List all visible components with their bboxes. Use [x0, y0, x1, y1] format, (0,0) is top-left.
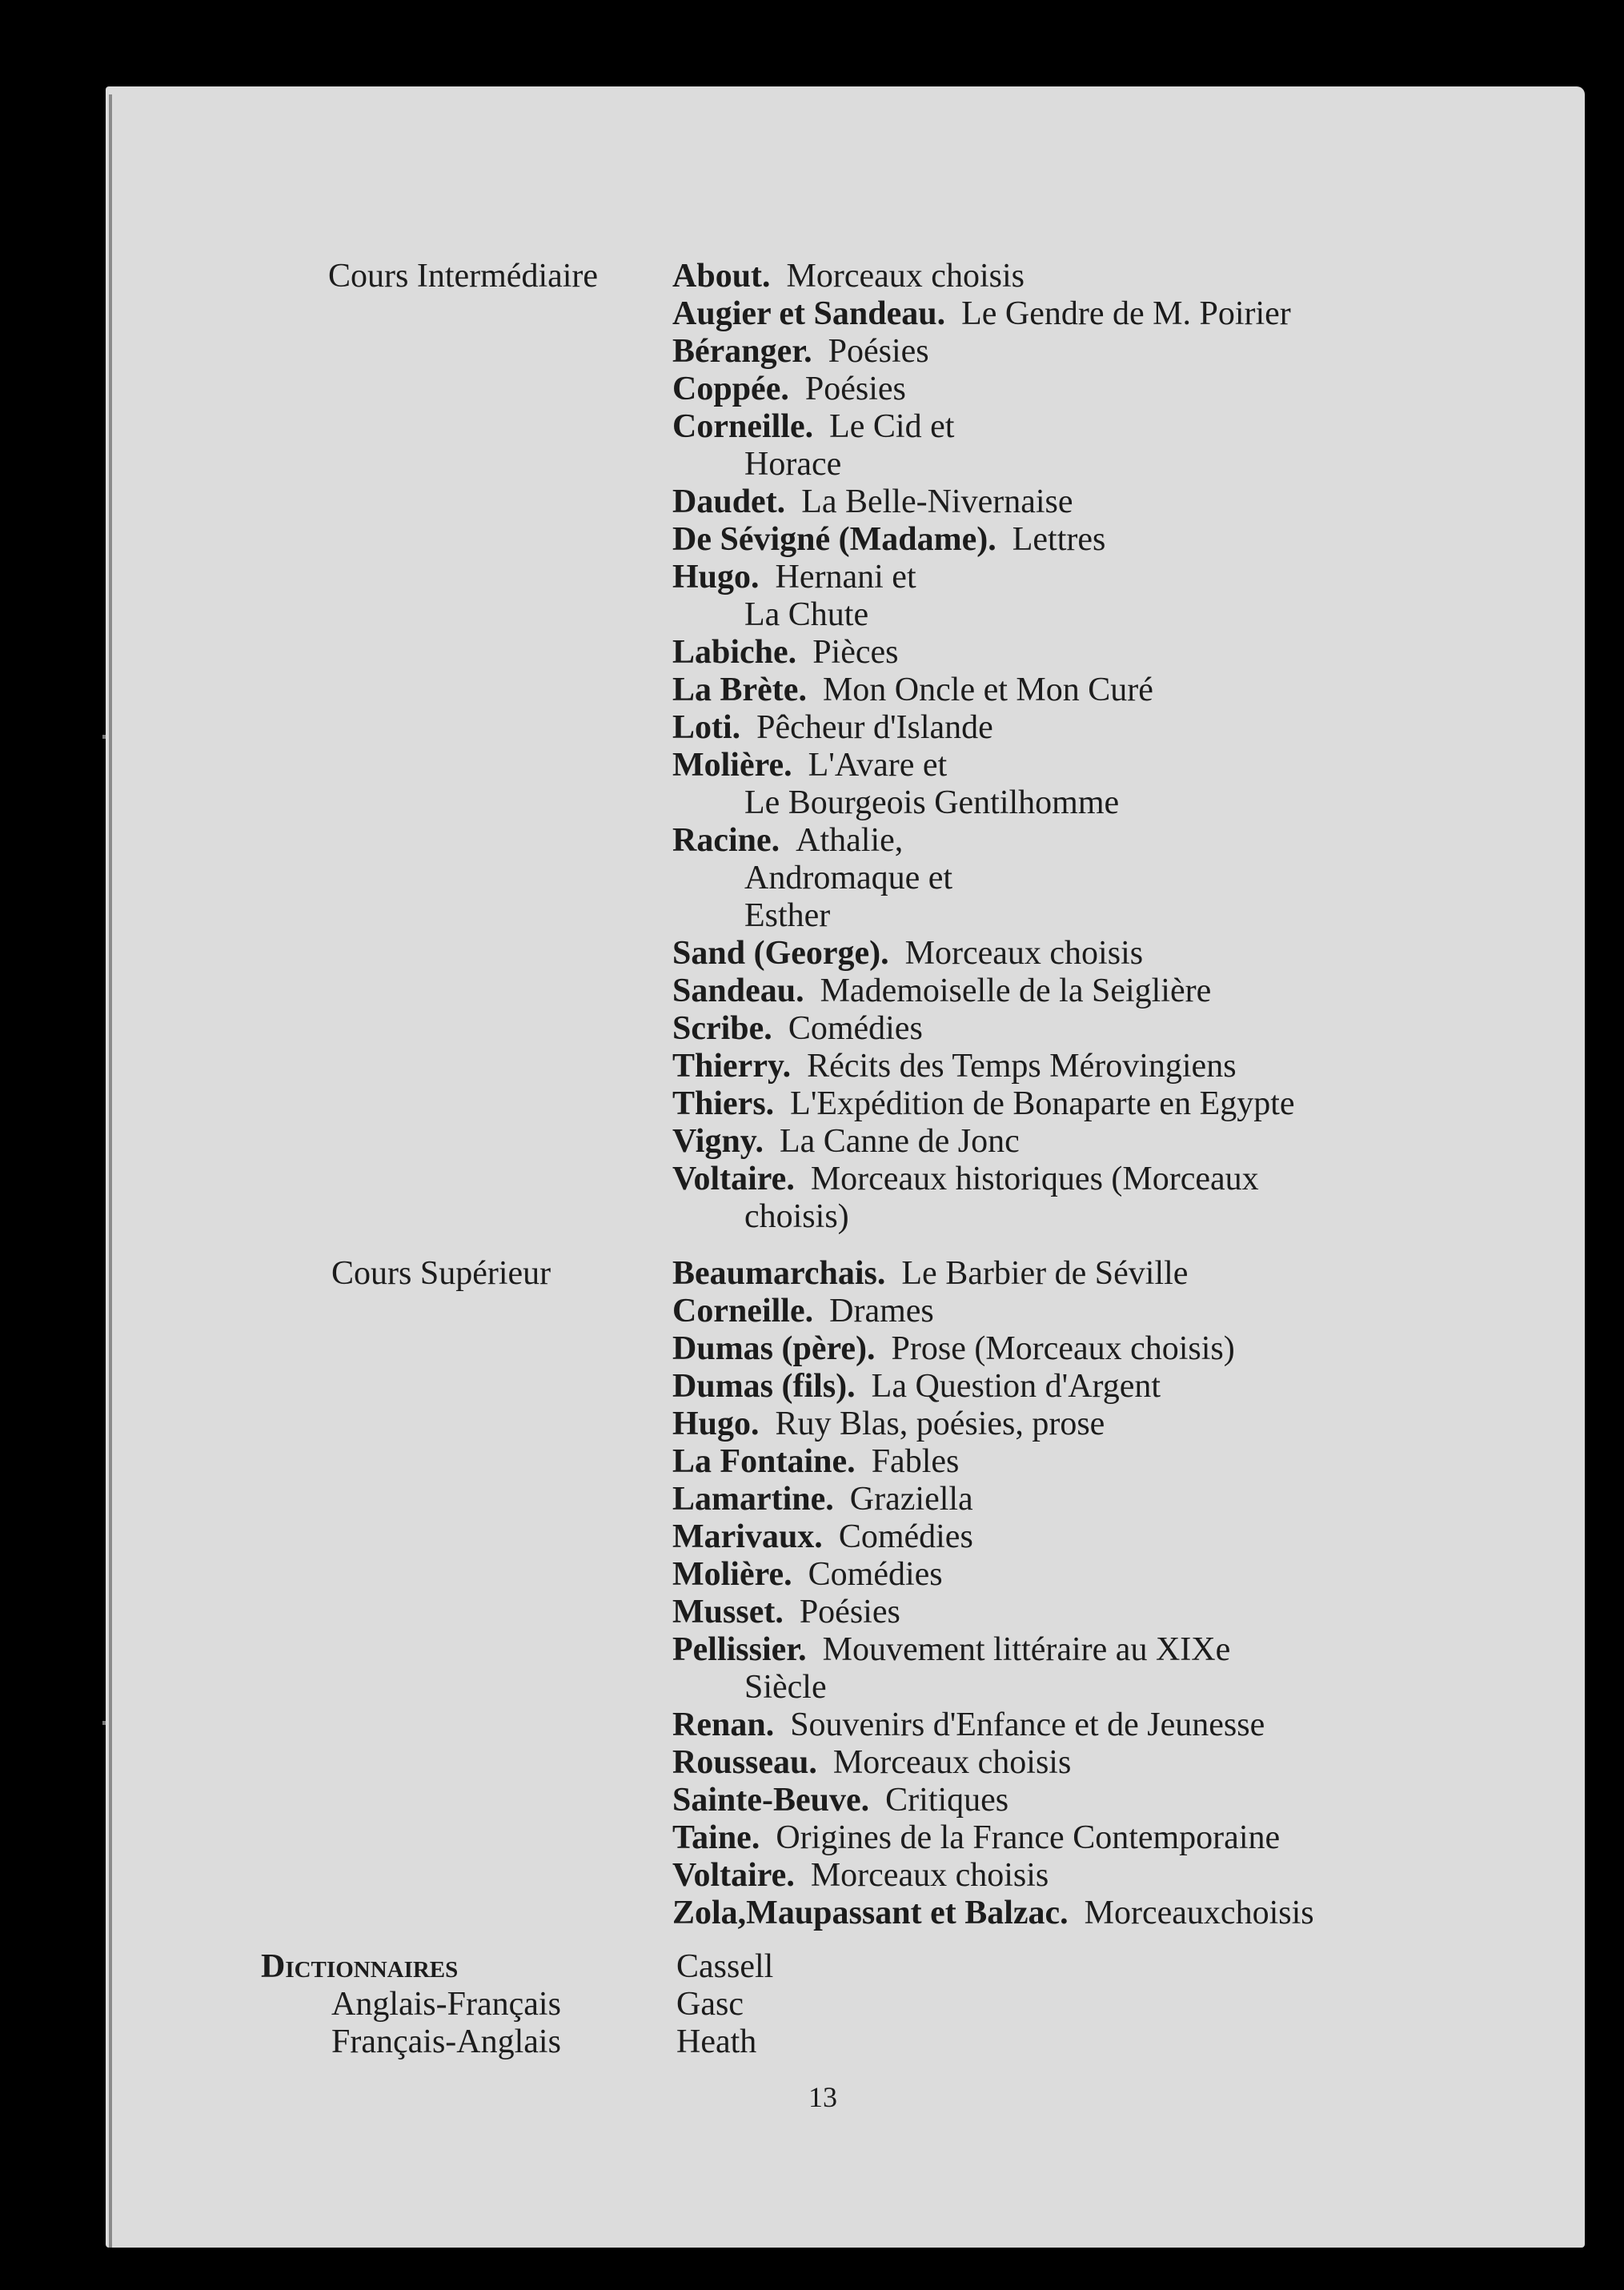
author-name: Zola,Maupassant et Balzac.: [672, 1895, 1069, 1931]
dictionary-value: Cassell: [676, 1948, 774, 1985]
title-text: Comédies: [808, 1556, 943, 1593]
title-text: Prose (Morceaux choisis): [891, 1330, 1235, 1367]
author-name: Molière.: [672, 747, 792, 784]
author-name: Rousseau.: [672, 1744, 817, 1781]
title-text: Le Bourgeois Gentilhomme: [744, 784, 1120, 821]
title-text: Morceaux historiques (Morceaux: [810, 1161, 1259, 1197]
author-name: Hugo.: [672, 1406, 760, 1442]
author-name: Marivaux.: [672, 1518, 823, 1555]
book-entry: [672, 709, 1295, 747]
book-entry: [672, 672, 1295, 709]
book-entry: [672, 1819, 1314, 1857]
book-entry: [672, 935, 1295, 973]
title-text: Esther: [744, 897, 831, 934]
title-text: Hernani et: [775, 559, 916, 596]
book-entry: [672, 1706, 1314, 1744]
author-name: Daudet.: [672, 483, 786, 520]
title-text: Athalie,: [796, 822, 904, 859]
author-name: About.: [672, 258, 771, 295]
author-name: Racine.: [672, 822, 780, 859]
book-entry: [672, 1368, 1314, 1406]
book-entry: [672, 1443, 1314, 1481]
book-entry: [672, 371, 1295, 408]
book-list-superieur: [672, 1255, 1314, 1932]
title-text: Pièces: [812, 634, 899, 671]
title-text: Comédies: [788, 1010, 923, 1047]
book-entry: [672, 822, 1295, 935]
title-text: choisis): [744, 1198, 849, 1235]
author-name: Musset.: [672, 1594, 784, 1630]
book-entry: [672, 1048, 1295, 1085]
title-text: Morceaux choisis: [904, 935, 1144, 972]
author-name: Hugo.: [672, 559, 760, 596]
book-entry: [672, 559, 1295, 634]
author-name: Sand (George).: [672, 935, 889, 972]
book-entry: [672, 1744, 1314, 1782]
title-text: Le Cid et: [829, 408, 955, 445]
title-text: Mademoiselle de la Seiglière: [820, 973, 1212, 1009]
title-text: Siècle: [744, 1669, 827, 1706]
title-text: Andromaque et: [744, 860, 953, 896]
title-text: Drames: [829, 1293, 934, 1329]
book-entry: [672, 1556, 1314, 1594]
author-name: Béranger.: [672, 333, 812, 370]
title-text: Souvenirs d'Enfance et de Jeunesse: [790, 1706, 1265, 1743]
author-name: Sandeau.: [672, 973, 804, 1009]
section-heading-intermediaire: Cours Intermédiaire: [328, 258, 599, 295]
book-entry: [672, 1782, 1314, 1819]
title-text: Le Barbier de Séville: [901, 1255, 1189, 1292]
author-name: Thierry.: [672, 1048, 792, 1085]
title-text: Le Gendre de M. Poirier: [961, 295, 1291, 332]
dictionary-label: Anglais-Français: [331, 1986, 561, 2023]
author-name: Pellissier.: [672, 1631, 807, 1668]
book-entry: [672, 295, 1295, 333]
author-name: De Sévigné (Madame).: [672, 521, 996, 558]
author-name: Sainte-Beuve.: [672, 1782, 870, 1819]
title-text: Poésies: [799, 1594, 900, 1630]
title-text: Pêcheur d'Islande: [756, 709, 993, 746]
title-text: Comédies: [838, 1518, 973, 1555]
title-text: Mon Oncle et Mon Curé: [822, 672, 1153, 708]
book-entry: [672, 1330, 1314, 1368]
book-entry: [672, 1406, 1314, 1443]
title-text: Ruy Blas, poésies, prose: [775, 1406, 1105, 1442]
book-entry: [672, 1085, 1295, 1123]
book-entry: [672, 634, 1295, 672]
author-name: Thiers.: [672, 1085, 775, 1122]
author-name: Dumas (père).: [672, 1330, 876, 1367]
book-entry: [672, 1161, 1295, 1236]
book-entry: [672, 1857, 1314, 1895]
dictionaries-heading: Dictionnaires: [261, 1948, 459, 1985]
author-name: Renan.: [672, 1706, 775, 1743]
title-text: L'Expédition de Bonaparte en Egypte: [790, 1085, 1295, 1122]
book-entry: [672, 1255, 1314, 1293]
author-name: La Brète.: [672, 672, 807, 708]
scan-speck: [102, 1721, 106, 1725]
author-name: Coppée.: [672, 371, 789, 407]
title-text: Mouvement littéraire au XIXe: [822, 1631, 1231, 1668]
book-entry: [672, 1293, 1314, 1330]
book-entry: [672, 1123, 1295, 1161]
author-name: Augier et Sandeau.: [672, 295, 946, 332]
author-name: Dumas (fils).: [672, 1368, 856, 1405]
author-name: Corneille.: [672, 408, 814, 445]
book-entry: [672, 483, 1295, 521]
scan-speck: [102, 735, 106, 739]
author-name: La Fontaine.: [672, 1443, 856, 1480]
author-name: Beaumarchais.: [672, 1255, 886, 1292]
title-text: Critiques: [885, 1782, 1009, 1819]
author-name: Voltaire.: [672, 1161, 795, 1197]
title-text: L'Avare et: [808, 747, 948, 784]
book-list-intermediaire: [672, 258, 1295, 1236]
book-entry: [672, 521, 1295, 559]
title-text: La Canne de Jonc: [779, 1123, 1020, 1160]
dictionary-value: Gasc: [676, 1986, 744, 2023]
author-name: Labiche.: [672, 634, 797, 671]
binding-edge: [109, 94, 112, 2248]
title-text: Morceaux choisis: [832, 1744, 1072, 1781]
title-text: Poésies: [828, 333, 929, 370]
title-text: Morceauxchoisis: [1084, 1895, 1314, 1931]
title-text: La Question d'Argent: [871, 1368, 1161, 1405]
dictionary-value: Heath: [676, 2023, 757, 2060]
book-entry: [672, 1895, 1314, 1932]
title-text: Origines de la France Contemporaine: [776, 1819, 1281, 1856]
title-text: La Chute: [744, 596, 869, 633]
book-entry: [672, 333, 1295, 371]
author-name: Loti.: [672, 709, 741, 746]
title-text: Poésies: [804, 371, 906, 407]
author-name: Vigny.: [672, 1123, 764, 1160]
title-text: Graziella: [849, 1481, 973, 1518]
author-name: Voltaire.: [672, 1857, 795, 1894]
section-heading-superieur: Cours Supérieur: [331, 1255, 551, 1292]
author-name: Corneille.: [672, 1293, 814, 1329]
author-name: Lamartine.: [672, 1481, 834, 1518]
book-entry: [672, 1594, 1314, 1631]
book-entry: [672, 1481, 1314, 1518]
title-text: La Belle-Nivernaise: [801, 483, 1073, 520]
book-entry: [672, 1631, 1314, 1706]
title-text: Horace: [744, 446, 842, 483]
dictionary-label: Français-Anglais: [331, 2023, 561, 2060]
title-text: Morceaux choisis: [786, 258, 1025, 295]
title-text: Fables: [871, 1443, 960, 1480]
title-text: Lettres: [1012, 521, 1106, 558]
book-entry: [672, 1010, 1295, 1048]
book-entry: [672, 1518, 1314, 1556]
book-entry: [672, 258, 1295, 295]
book-entry: [672, 973, 1295, 1010]
title-text: Récits des Temps Mérovingiens: [807, 1048, 1237, 1085]
book-entry: [672, 747, 1295, 822]
page-number: 13: [808, 2081, 837, 2113]
author-name: Molière.: [672, 1556, 792, 1593]
title-text: Morceaux choisis: [810, 1857, 1049, 1894]
author-name: Taine.: [672, 1819, 760, 1856]
author-name: Scribe.: [672, 1010, 772, 1047]
book-entry: [672, 408, 1295, 483]
